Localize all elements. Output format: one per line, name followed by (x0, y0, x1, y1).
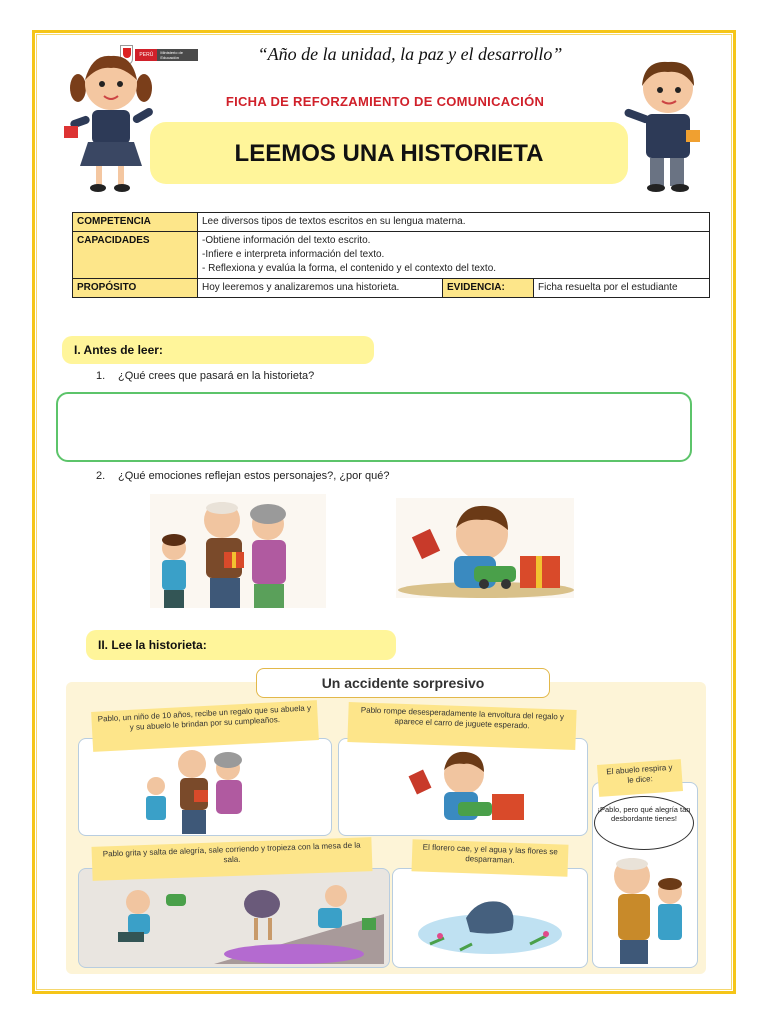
lesson-title: LEEMOS UNA HISTORIETA (234, 140, 544, 167)
competency-table (72, 212, 710, 298)
capacidad-item: -Infiere e interpreta información del texto. (202, 249, 385, 260)
table-row (73, 279, 710, 298)
capacidades-label: CAPACIDADES (73, 232, 198, 279)
panel-3-running-illustration (84, 874, 384, 964)
table-row (73, 232, 710, 279)
panel-4-broken-vase-illustration (400, 874, 580, 964)
competencia-label: COMPETENCIA (73, 213, 198, 232)
pablo-opening-gift-illustration (396, 498, 574, 598)
sheet-title: FICHA DE REFORZAMIENTO DE COMUNICACIÓN (225, 94, 545, 109)
section-1-title: I. Antes de leer: (62, 336, 374, 364)
logo-ministry: Ministerio de Educación (157, 49, 198, 61)
boy-student-illustration (622, 56, 712, 194)
panel-1-grandparents-illustration (140, 744, 270, 834)
section-2-title: II. Lee la historieta: (86, 630, 396, 660)
question-2-text: ¿Qué emociones reflejan estos personajes?, ¿por qué? (118, 470, 390, 482)
logo-peru: PERÚ (135, 49, 157, 61)
question-2-number: 2. (96, 470, 106, 482)
speech-bubble: ¡Pablo, pero qué alegría tan desbordante tienes! (594, 796, 694, 850)
year-title: “Año de la unidad, la paz y el desarrollo” (257, 44, 563, 64)
capacidades-value (198, 232, 710, 279)
caption-4: Pablo grita y salta de alegría, sale corriendo y tropieza con la mesa de la sala. (91, 837, 372, 881)
caption-3: El abuelo respira y le dice: (597, 759, 683, 797)
proposito-label: PROPÓSITO (73, 279, 198, 298)
evidencia-value: Ficha resuelta por el estudiante (534, 279, 710, 298)
capacidad-item: -Obtiene información del texto escrito. (202, 235, 371, 246)
table-row (73, 213, 710, 232)
caption-1: Pablo, un niño de 10 años, recibe un regalo que su abuela y y su abuelo le brindan por su cumpleaños. (91, 700, 319, 752)
question-1-text: ¿Qué crees que pasará en la historieta? (118, 370, 315, 382)
competencia-value: Lee diversos tipos de textos escritos en su lengua materna. (198, 213, 710, 232)
grandparents-gift-illustration (150, 494, 326, 608)
question-1-number: 1. (96, 370, 106, 382)
girl-student-illustration (62, 48, 160, 193)
capacidad-item: - Reflexiona y evalúa la forma, el contenido y el contexto del texto. (202, 263, 497, 274)
evidencia-label: EVIDENCIA: (443, 279, 534, 298)
panel-5-grandfather-illustration (598, 852, 694, 964)
comic-title: Un accidente sorpresivo (256, 668, 550, 698)
panel-2-opening-gift-illustration (400, 744, 530, 830)
caption-2: Pablo rompe desesperadamente la envoltura del regalo y aparece el carro de juguete esperado. (347, 702, 576, 750)
answer-box-1[interactable] (56, 392, 692, 462)
caption-5: El florero cae, y el agua y las flores se desparraman. (411, 839, 568, 876)
proposito-value: Hoy leeremos y analizaremos una historieta. (198, 279, 443, 298)
